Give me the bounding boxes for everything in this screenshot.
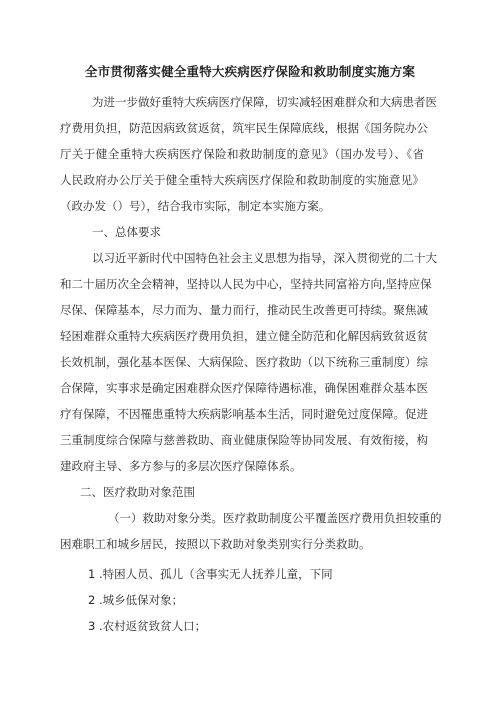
body-line: 疗费用负担，防范因病致贫返贫，筑牢民生保障底线，根据《国务院办公 <box>60 121 428 135</box>
body-line: （一）救助对象分类。医疗救助制度公平覆盖医疗费用负担较重的 <box>108 511 442 525</box>
list-item: 1 .特困人员、孤儿（含事实无人抚养儿童，下同 <box>88 567 333 581</box>
list-item: 2 .城乡低保对象； <box>88 593 184 607</box>
body-line: 困难职工和城乡居民，按照以下救助对象类别实行分类救助。 <box>60 537 371 551</box>
body-line: 和二十届历次全会精神，坚持以人民为中心，坚持共同富裕方向,坚持应保 <box>60 277 432 291</box>
body-line: 合保障，实事求是确定困难群众医疗保障待遇标准，确保困难群众基本医 <box>60 381 428 395</box>
body-line: 以习近平新时代中国特色社会主义思想为指导，深入贯彻党的二十大 <box>92 251 437 265</box>
section-heading: 一、总体要求 <box>92 225 161 239</box>
body-line: 三重制度综合保障与慈善救助、商业健康保险等协同发展、有效衔接，构 <box>60 433 428 447</box>
body-line: 长效机制，强化基本医保、大病保险、医疗救助（以下统称三重制度）综 <box>60 355 428 369</box>
body-line: 建政府主导、多方参与的多层次医疗保障体系。 <box>60 459 302 473</box>
body-line: 为进一步做好重特大疾病医疗保障，切实减轻困难群众和大病患者医 <box>92 95 437 109</box>
list-item: 3 .农村返贫致贫人口； <box>88 619 207 633</box>
body-line: 疗有保障，不因罹患重特大疾病影响基本生活，同时避免过度保障。促进 <box>60 407 428 421</box>
section-heading: 二、医疗救助对象范围 <box>80 485 195 499</box>
body-line: 人民政府办公厅关于健全重特大疾病医疗保险和救助制度的实施意见》 <box>60 173 424 187</box>
document-title: 全市贯彻落实健全重特大疾病医疗保险和救助制度实施方案 <box>84 64 416 79</box>
body-line: 轻困难群众重特大疾病医疗费用负担，建立健全防范和化解因病致贫返贫 <box>60 329 428 343</box>
body-line: 尽保、保障基本，尽力而为、量力而行，推动民生改善更可持续。聚焦减 <box>60 303 428 317</box>
body-line: 厅关于健全重特大疾病医疗保险和救助制度的意见》（国办发号）、《省 <box>60 147 424 161</box>
body-line: （政办发（）号），结合我市实际，制定本实施方案。 <box>60 199 331 213</box>
